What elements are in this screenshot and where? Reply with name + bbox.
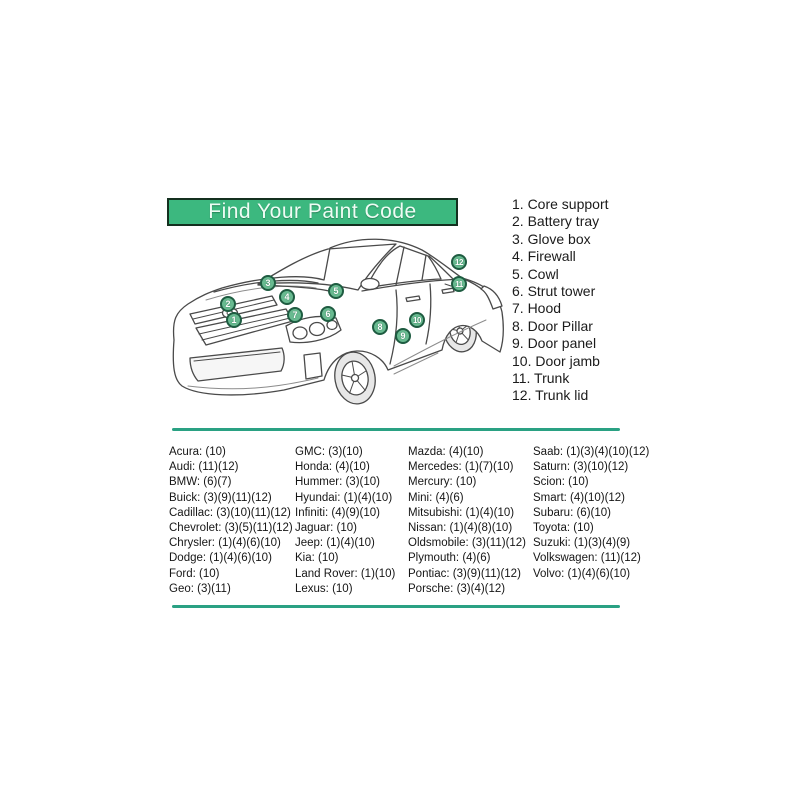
- brand-entry-buick: Buick: (3)(9)(11)(12): [169, 491, 272, 504]
- brand-entry-pontiac: Pontiac: (3)(9)(11)(12): [408, 567, 521, 580]
- brand-entry-mercury: Mercury: (10): [408, 476, 477, 489]
- brand-entry-toyota: Toyota: (10): [533, 522, 594, 535]
- brand-entry-dodge: Dodge: (1)(4)(6)(10): [169, 552, 272, 565]
- legend-item-12: 12. Trunk lid: [512, 387, 589, 404]
- divider-line-bottom: [172, 605, 620, 608]
- title-banner: [167, 198, 458, 226]
- paint-location-marker-5: 5: [328, 283, 344, 299]
- side-mirror-icon: [361, 279, 379, 290]
- paint-location-marker-4: 4: [279, 289, 295, 305]
- legend-item-2: 2. Battery tray: [512, 213, 600, 230]
- brand-entry-kia: Kia: (10): [295, 552, 339, 565]
- brand-entry-smart: Smart: (4)(10)(12): [533, 491, 626, 504]
- brand-entry-jeep: Jeep: (1)(4)(10): [295, 537, 375, 550]
- page-title: Find Your Paint Code: [208, 200, 417, 223]
- brand-entry-saab: Saab: (1)(3)(4)(10)(12): [533, 446, 650, 458]
- brand-entry-plymouth: Plymouth: (4)(6): [408, 552, 491, 565]
- brand-entry-hummer: Hummer: (3)(10): [295, 476, 380, 489]
- brand-entry-land-rover: Land Rover: (1)(10): [295, 567, 396, 580]
- brand-entry-saturn: Saturn: (3)(10)(12): [533, 461, 629, 474]
- legend-item-10: 10. Door jamb: [512, 352, 600, 369]
- paint-location-marker-11: 11: [451, 276, 467, 292]
- brand-entry-oldsmobile: Oldsmobile: (3)(11)(12): [408, 537, 527, 550]
- brand-entry-scion: Scion: (10): [533, 476, 589, 489]
- legend-item-11: 11. Trunk: [512, 370, 570, 387]
- brand-column-2: [295, 445, 408, 597]
- car-diagram: [166, 228, 510, 418]
- brand-entry-bmw: BMW: (6)(7): [169, 476, 232, 489]
- brand-entry-chevrolet: Chevrolet: (3)(5)(11)(12): [169, 522, 293, 535]
- brand-entry-honda: Honda: (4)(10): [295, 461, 370, 474]
- brand-entry-gmc: GMC: (3)(10): [295, 446, 363, 458]
- paint-location-marker-9: 9: [395, 328, 411, 344]
- brand-entry-audi: Audi: (11)(12): [169, 461, 239, 474]
- brand-entry-subaru: Subaru: (6)(10): [533, 506, 611, 519]
- legend-item-6: 6. Strut tower: [512, 283, 596, 300]
- location-legend: [512, 196, 609, 405]
- divider-line-top: [172, 428, 620, 431]
- brand-entry-hyundai: Hyundai: (1)(4)(10): [295, 491, 393, 504]
- brand-entry-lexus: Lexus: (10): [295, 582, 353, 595]
- paint-location-marker-6: 6: [320, 306, 336, 322]
- brand-entry-mercedes: Mercedes: (1)(7)(10): [408, 461, 514, 474]
- paint-location-marker-12: 12: [451, 254, 467, 270]
- brand-entry-cadillac: Cadillac: (3)(10)(11)(12): [169, 506, 291, 519]
- brand-entry-chrysler: Chrysler: (1)(4)(6)(10): [169, 537, 281, 550]
- legend-item-5: 5. Cowl: [512, 265, 559, 282]
- fog-lamp-icon: [304, 353, 322, 379]
- brand-entry-volvo: Volvo: (1)(4)(6)(10): [533, 567, 631, 580]
- brand-column-4: [533, 445, 650, 597]
- paint-location-marker-2: 2: [220, 296, 236, 312]
- brand-entry-porsche: Porsche: (3)(4)(12): [408, 582, 506, 595]
- brand-entry-suzuki: Suzuki: (1)(3)(4)(9): [533, 537, 631, 550]
- paint-location-marker-3: 3: [260, 275, 276, 291]
- paint-location-marker-10: 10: [409, 312, 425, 328]
- brand-entry-mini: Mini: (4)(6): [408, 491, 464, 504]
- brand-entry-ford: Ford: (10): [169, 567, 220, 580]
- paint-location-marker-7: 7: [287, 307, 303, 323]
- brand-entry-nissan: Nissan: (1)(4)(8)(10): [408, 522, 513, 535]
- legend-item-3: 3. Glove box: [512, 230, 591, 247]
- brand-column-3: [408, 445, 533, 597]
- brand-entry-volkswagen: Volkswagen: (11)(12): [533, 552, 641, 565]
- brand-entry-acura: Acura: (10): [169, 446, 226, 458]
- brand-entry-mazda: Mazda: (4)(10): [408, 446, 484, 458]
- brand-column-1: [169, 445, 295, 597]
- legend-item-7: 7. Hood: [512, 300, 562, 317]
- paint-location-marker-8: 8: [372, 319, 388, 335]
- legend-item-1: 1. Core support: [512, 196, 609, 212]
- brand-entry-infiniti: Infiniti: (4)(9)(10): [295, 506, 380, 519]
- brand-entry-jaguar: Jaguar: (10): [295, 522, 358, 535]
- legend-item-4: 4. Firewall: [512, 248, 576, 265]
- paint-location-marker-1: 1: [226, 312, 242, 328]
- brand-entry-mitsubishi: Mitsubishi: (1)(4)(10): [408, 506, 515, 519]
- brand-code-table: [169, 445, 650, 597]
- legend-item-8: 8. Door Pillar: [512, 317, 593, 334]
- legend-item-9: 9. Door panel: [512, 335, 597, 352]
- brand-entry-geo: Geo: (3)(11): [169, 582, 231, 595]
